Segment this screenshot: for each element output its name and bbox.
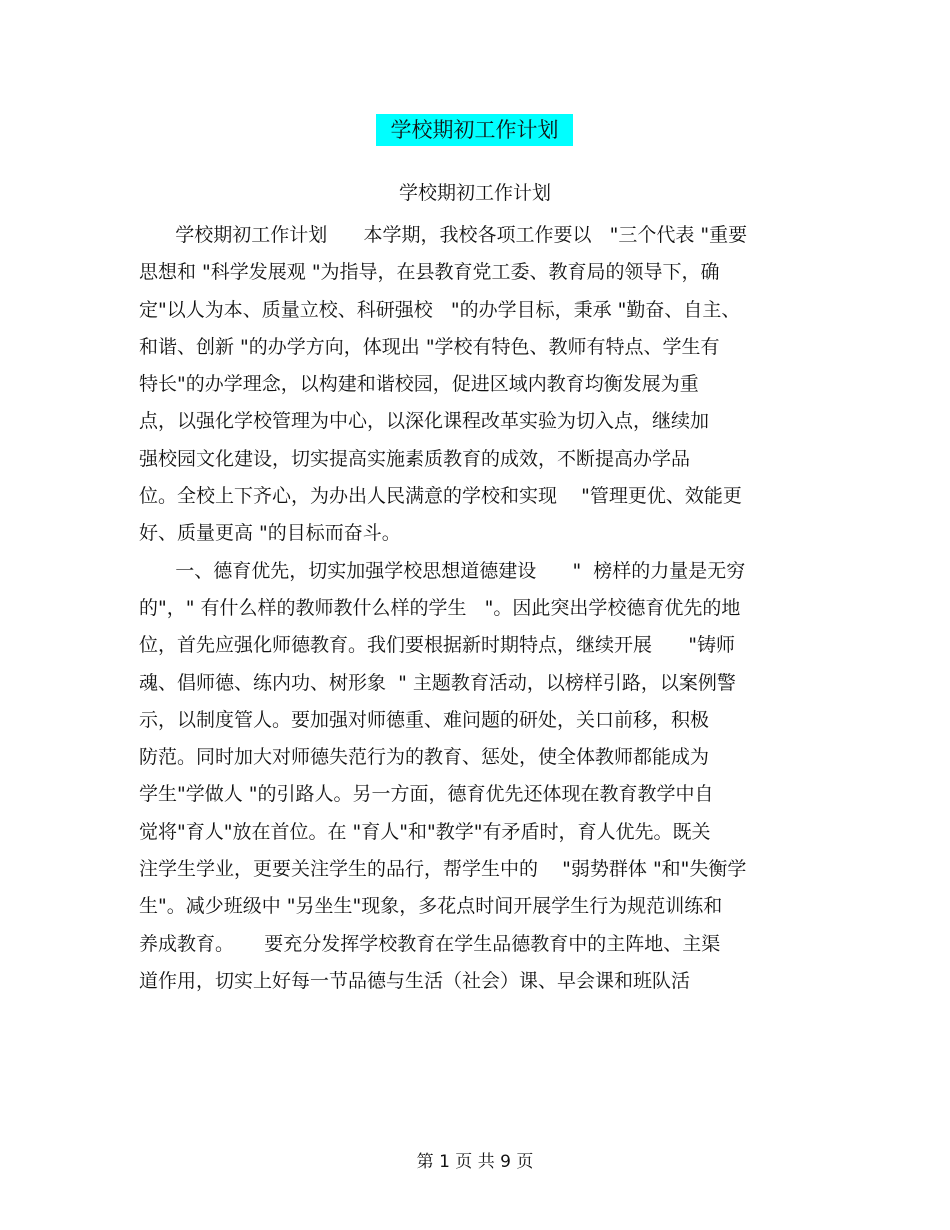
body-line: 学生"学做人 "的引路人。另一方面，德育优先还体现在教育教学中自 <box>139 783 714 806</box>
body-line: 防范。同时加大对师德失范行为的教育、惩处，使全体教师都能成为 <box>139 746 710 769</box>
body-line: 位。全校上下齐心，为办出人民满意的学校和实现 "管理更优、效能更 <box>139 485 742 508</box>
body-line: 特长"的办学理念，以构建和谐校园，促进区域内教育均衡发展为重 <box>139 373 699 396</box>
body-line: 思想和 "科学发展观 "为指导，在县教育党工委、教育局的领导下，确 <box>139 261 720 284</box>
body-line: 养成教育。 要充分发挥学校教育在学生品德教育中的主阵地、主渠 <box>139 932 721 955</box>
body-line: 觉将"育人"放在首位。在 "育人"和"教学"有矛盾时，育人优先。既关 <box>139 820 711 843</box>
document-title: 学校期初工作计划 <box>376 114 573 146</box>
body-line: 好、质量更高 "的目标而奋斗。 <box>139 522 401 545</box>
body-line: 和谐、创新 "的办学方向，体现出 "学校有特色、教师有特点、学生有 <box>139 335 720 358</box>
body-line: 示，以制度管人。要加强对师德重、难问题的研处，关口前移，积极 <box>139 708 710 731</box>
body-line: 注学生学业，更要关注学生的品行，帮学生中的 "弱势群体 "和"失衡学 <box>139 858 747 881</box>
body-line: 学校期初工作计划 本学期，我校各项工作要以 "三个代表 "重要 <box>139 224 748 246</box>
document-body <box>139 217 819 1000</box>
body-line: 生"。减少班级中 "另坐生"现象，多花点时间开展学生行为规范训练和 <box>139 895 723 918</box>
body-line: 定"以人为本、质量立校、科研强校 "的办学目标，秉承 "勤奋、自主、 <box>139 298 741 321</box>
body-line: 强校园文化建设，切实提高实施素质教育的成效，不断提高办学品 <box>139 447 691 470</box>
document-subtitle: 学校期初工作计划 <box>398 182 551 204</box>
body-line: 一、德育优先，切实加强学校思想道德建设 " 榜样的力量是无穷 <box>139 559 746 582</box>
page-footer: 第 1 页 共 9 页 <box>416 1152 534 1172</box>
body-line: 魂、倡师德、练内功、树形象 " 主题教育活动，以榜样引路，以案例警 <box>139 671 736 694</box>
body-line: 道作用，切实上好每一节品德与生活（社会）课、早会课和班队活 <box>139 969 691 992</box>
body-line: 位，首先应强化师德教育。我们要根据新时期特点，继续开展 "铸师 <box>139 634 735 657</box>
body-line: 的"，" 有什么样的教师教什么样的学生 "。因此突出学校德育优先的地 <box>139 596 741 619</box>
body-line: 点，以强化学校管理为中心，以深化课程改革实验为切入点，继续加 <box>139 410 710 433</box>
